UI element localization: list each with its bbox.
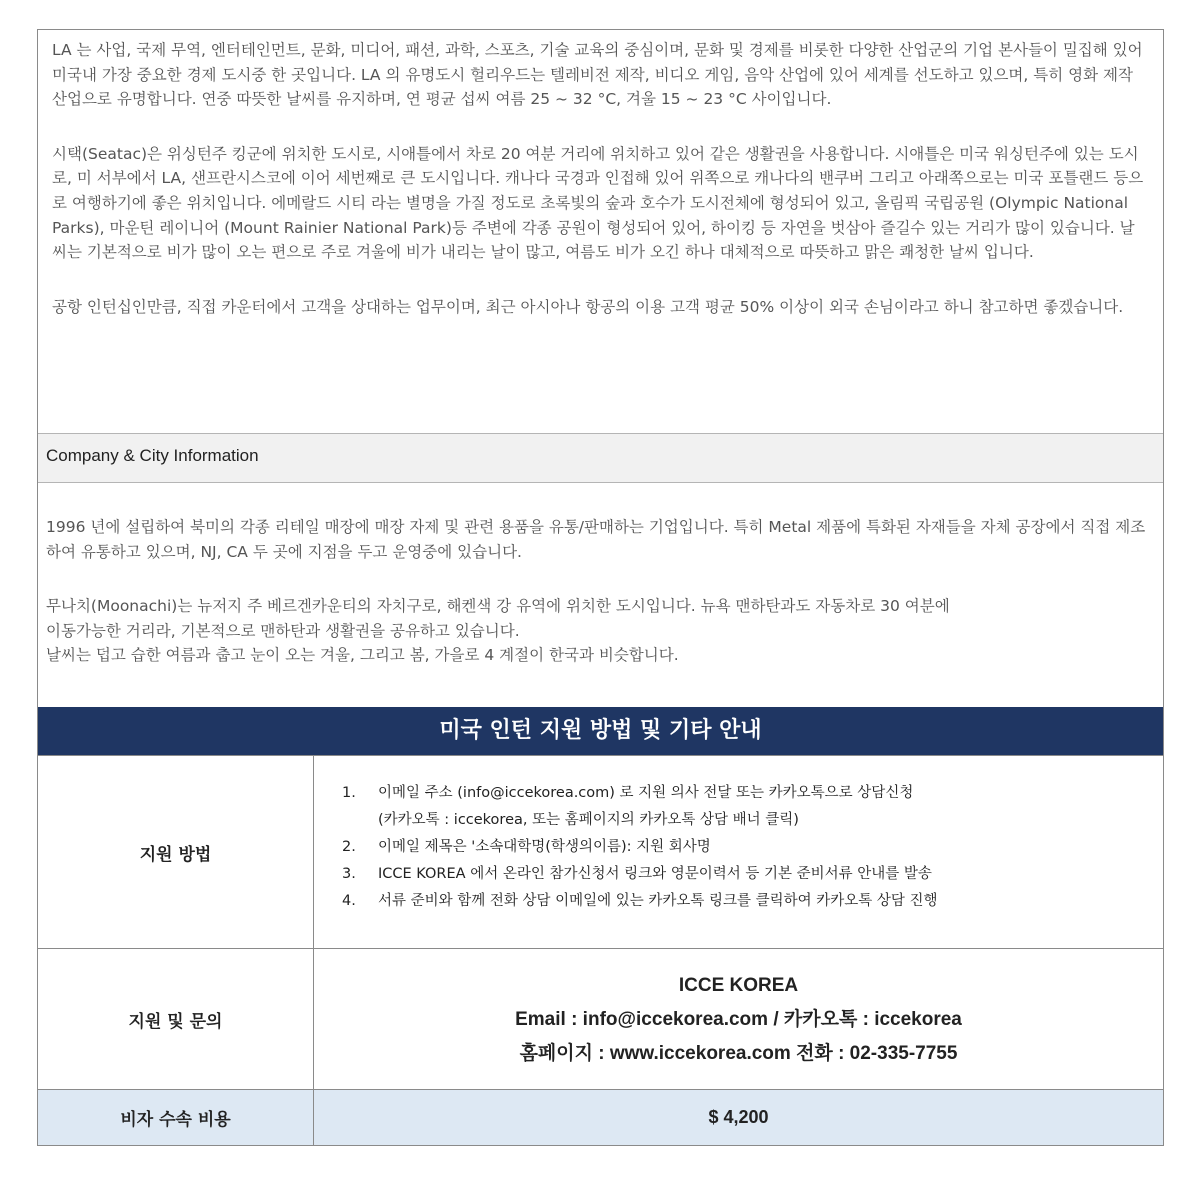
apply-step: 3. ICCE KOREA 에서 온라인 참가신청서 링크와 영문이력서 등 기본 준비서류 안내를 발송 <box>342 866 932 882</box>
visa-fee-row <box>38 1089 1163 1145</box>
moonachi-line-2: 이동가능한 거리라, 기본적으로 맨하탄과 생활권을 공유하고 있습니다. <box>46 621 520 640</box>
moonachi-paragraph <box>46 594 1156 668</box>
moonachi-line-1: 무나치(Moonachi)는 뉴저지 주 베르겐카운티의 자치구로, 해켄색 강 유역에 위치한 도시입니다. 뉴욕 맨하탄과도 자동차로 30 여분에 <box>46 597 950 616</box>
airport-paragraph: 공항 인턴십인만큼, 직접 카운터에서 고객을 상대하는 업무이며, 최근 아시아나 항공의 이용 고객 평균 50% 이상이 외국 손님이라고 하니 참고하면 좋겠습니다. <box>52 297 1124 316</box>
guide-title-banner: 미국 인턴 지원 방법 및 기타 안내 <box>38 707 1163 755</box>
apply-step: 4. 서류 준비와 함께 전화 상담 이메일에 있는 카카오톡 링크를 클릭하여 카카오톡 상담 진행 <box>342 893 938 909</box>
apply-step: 2. 이메일 제목은 '소속대학명(학생의이름): 지원 회사명 <box>342 839 711 855</box>
document-sheet <box>37 29 1164 1146</box>
contact-org: ICCE KOREA <box>678 975 799 996</box>
company-city-header-label: Company & City Information <box>46 446 259 465</box>
apply-method-label: 지원 방법 <box>38 756 314 948</box>
contact-email-kakao[interactable]: Email : info@iccekorea.com / 카카오톡 : iccekorea <box>515 1009 962 1030</box>
contact-homepage-phone[interactable]: 홈페이지 : www.iccekorea.com 전화 : 02-335-7755 <box>519 1043 958 1064</box>
seatac-paragraph: 시택(Seatac)은 위싱턴주 킹군에 위치한 도시로, 시애틀에서 차로 20 여분 거리에 위치하고 있어 같은 생활권을 사용합니다. 시애틀은 미국 워싱턴주에 있는 도시로, 미 서부에서 LA, 샌프란시스코에 이어 세번째로 큰 도시입니다. 캐나다 국경과 인접해 있어 위쪽으로 캐나다의 밴쿠버 그리고 아래쪽으로는 미국 포틀랜드 등으로 여행하기에 좋은 위치입니다. 에메랄드 시티 라는 별명을 가질 정도로 초록빛의 숲과 호수가 도시전체에 형성되어 있고, 올림픽 국립공원 (Olympic National Parks), 마운틴 레이니어 (Mount Rainier National Park)등 주변에 각종 공원이 형성되어 있어, 하이킹 등 자연을 벗삼아 즐길수 있는 거리가 많이 있습니다. 날씨는 기본적으로 비가 많이 오는 편으로 주로 겨울에 비가 내리는 날이 많고, 여름도 비가 오긴 하나 대체적으로 따뜻하고 맑은 쾌청한 날씨 입니다. <box>52 144 1144 262</box>
company-city-header <box>38 433 1163 483</box>
moonachi-line-3: 날씨는 덥고 습한 여름과 춥고 눈이 오는 겨울, 그리고 봄, 가을로 4 계절이 한국과 비슷합니다. <box>46 646 679 665</box>
apply-method-row <box>38 755 1163 948</box>
la-paragraph: LA 는 사업, 국제 무역, 엔터테인먼트, 문화, 미디어, 패션, 과학, 스포츠, 기술 교육의 중심이며, 문화 및 경제를 비롯한 다양한 산업군의 기업 본사들이 밀집해 있어 미국내 가장 중요한 경제 도시중 한 곳입니다. LA 의 유명도시 헐리우드는 텔레비전 제작, 비디오 게임, 음악 산업에 있어 세계를 선도하고 있으며, 특히 영화 제작 산업으로 유명합니다. 연중 따뜻한 날씨를 유지하며, 연 평균 섭씨 여름 25 ~ 32 °C, 겨울 15 ~ 23 °C 사이입니다. <box>52 41 1143 109</box>
apply-step: (카카오톡 : iccekorea, 또는 홈페이지의 카카오톡 상담 배너 클릭) <box>378 812 799 828</box>
company-paragraph: 1996 년에 설립하여 북미의 각종 리테일 매장에 매장 자제 및 관련 용품을 유통/판매하는 기업입니다. 특히 Metal 제품에 특화된 자재들을 자체 공장에서 직접 제조하여 유통하고 있으며, NJ, CA 두 곳에 지점을 두고 운영중에 있습니다. <box>46 518 1146 561</box>
apply-steps-list <box>342 780 938 915</box>
visa-fee-label: 비자 수속 비용 <box>38 1090 314 1145</box>
visa-fee-value: $ 4,200 <box>708 1107 769 1127</box>
intro-section <box>52 38 1148 349</box>
company-section <box>46 515 1156 698</box>
contact-cell <box>314 949 1163 1089</box>
contact-label: 지원 및 문의 <box>38 949 314 1089</box>
apply-method-cell <box>314 756 1163 948</box>
contact-row <box>38 948 1163 1089</box>
apply-step: 1. 이메일 주소 (info@iccekorea.com) 로 지원 의사 전달 또는 카카오톡으로 상담신청 <box>342 785 914 801</box>
visa-fee-cell <box>314 1090 1163 1145</box>
